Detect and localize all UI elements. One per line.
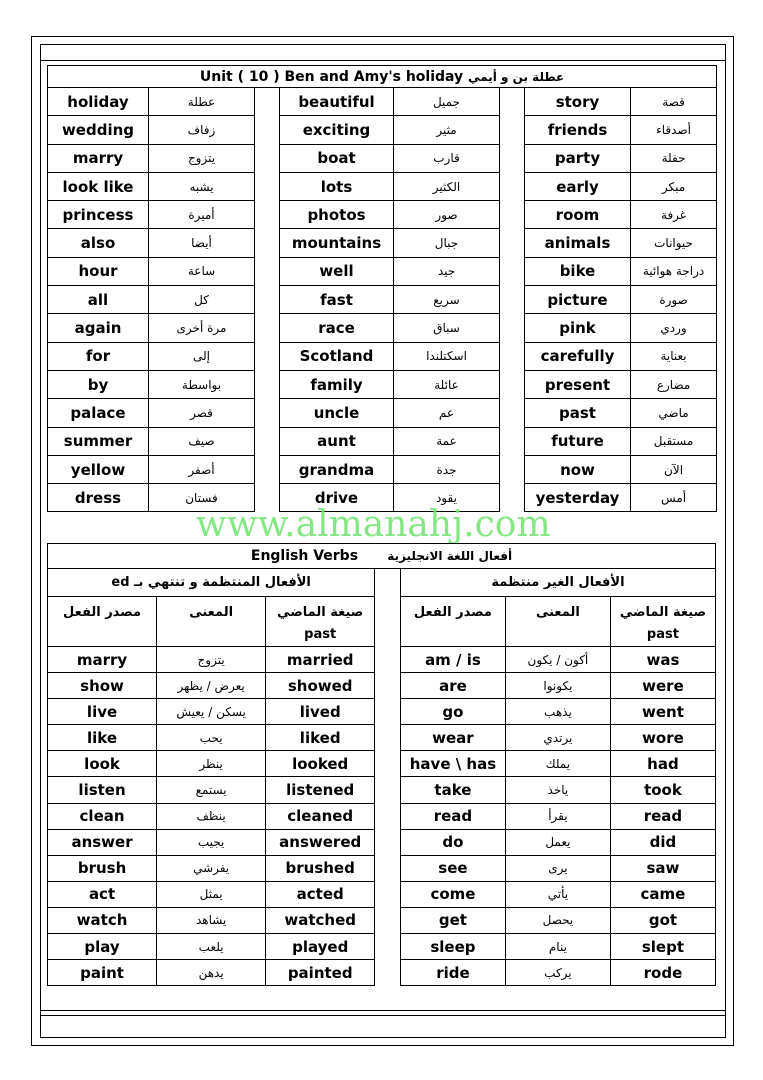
vocab-row — [48, 370, 717, 398]
vocab-word-en: fast — [280, 286, 394, 314]
regular-verb-past: liked — [266, 725, 375, 751]
vocab-word-en: story — [525, 88, 631, 116]
verbs-title — [48, 544, 716, 569]
irregular-verb-past: took — [610, 777, 715, 803]
vocab-word-en: look like — [48, 172, 149, 200]
header-meaning: المعنى — [157, 597, 266, 647]
vocab-word-en: hour — [48, 257, 149, 285]
vocab-row — [48, 229, 717, 257]
vocab-row — [48, 172, 717, 200]
vocab-word-en: palace — [48, 399, 149, 427]
vocab-word-en: again — [48, 314, 149, 342]
regular-verb-base: live — [48, 699, 157, 725]
vocab-word-ar: وردي — [631, 314, 717, 342]
vocab-word-ar: فستان — [149, 484, 255, 512]
regular-verb-meaning: يعرض / يظهر — [157, 673, 266, 699]
vocab-word-ar: حفلة — [631, 144, 717, 172]
irregular-verb-past: was — [610, 647, 715, 673]
verb-row — [48, 673, 716, 699]
vocab-word-ar: سباق — [394, 314, 500, 342]
regular-verb-meaning: يفرشي — [157, 855, 266, 881]
vocab-word-ar: مثير — [394, 116, 500, 144]
regular-verb-meaning: يستمع — [157, 777, 266, 803]
regular-verb-meaning: يتزوج — [157, 647, 266, 673]
vocab-word-en: aunt — [280, 427, 394, 455]
irregular-verb-meaning: يحصل — [505, 907, 610, 933]
regular-verb-meaning: ينظف — [157, 803, 266, 829]
vocab-word-en: animals — [525, 229, 631, 257]
irregular-verb-past: rode — [610, 960, 715, 986]
vocab-word-en: holiday — [48, 88, 149, 116]
vocabulary-table — [47, 65, 717, 512]
vocab-word-en: drive — [280, 484, 394, 512]
bottom-rule-1 — [40, 1010, 726, 1011]
vocab-word-ar: مضارع — [631, 370, 717, 398]
vocab-word-ar: قصر — [149, 399, 255, 427]
vocab-word-ar: اسكتلندا — [394, 342, 500, 370]
regular-verb-meaning: يمثل — [157, 881, 266, 907]
vocab-word-ar: مستقبل — [631, 427, 717, 455]
vocab-word-ar: جيد — [394, 257, 500, 285]
vocab-word-ar: يتزوج — [149, 144, 255, 172]
verb-row — [48, 725, 716, 751]
regular-verb-base: marry — [48, 647, 157, 673]
vocab-word-ar: أصفر — [149, 455, 255, 483]
vocab-word-ar: مرة أخرى — [149, 314, 255, 342]
irregular-verb-base: see — [400, 855, 505, 881]
vocab-word-en: past — [525, 399, 631, 427]
irregular-verb-meaning: يذهب — [505, 699, 610, 725]
vocab-word-ar: عم — [394, 399, 500, 427]
regular-verb-base: answer — [48, 829, 157, 855]
irregular-verb-meaning: ينام — [505, 934, 610, 960]
irregular-verb-past: went — [610, 699, 715, 725]
irregular-verb-meaning: يرتدي — [505, 725, 610, 751]
vocab-word-en: wedding — [48, 116, 149, 144]
vocab-word-en: grandma — [280, 455, 394, 483]
vocab-word-en: by — [48, 370, 149, 398]
irregular-verb-base: come — [400, 881, 505, 907]
vocab-word-ar: صور — [394, 201, 500, 229]
vocab-word-ar: قارب — [394, 144, 500, 172]
regular-verb-base: clean — [48, 803, 157, 829]
irregular-verb-meaning: يكونوا — [505, 673, 610, 699]
irregular-verb-meaning: يملك — [505, 751, 610, 777]
vocab-word-en: beautiful — [280, 88, 394, 116]
header-infinitive: مصدر الفعل — [48, 597, 157, 647]
verb-row — [48, 777, 716, 803]
vocab-word-ar: جدة — [394, 455, 500, 483]
vocab-word-en: also — [48, 229, 149, 257]
irregular-verb-base: sleep — [400, 934, 505, 960]
header-past: صيغة الماضي past — [266, 597, 375, 647]
irregular-verb-meaning: أكون / يكون — [505, 647, 610, 673]
regular-verb-meaning: يحب — [157, 725, 266, 751]
vocab-word-ar: أصدقاء — [631, 116, 717, 144]
vocab-word-en: early — [525, 172, 631, 200]
vocab-word-ar: الآن — [631, 455, 717, 483]
irregular-verb-past: were — [610, 673, 715, 699]
vocab-word-ar: بعناية — [631, 342, 717, 370]
vocab-word-en: picture — [525, 286, 631, 314]
vocab-row — [48, 116, 717, 144]
regular-verb-base: brush — [48, 855, 157, 881]
watermark: www.almanahj.com — [196, 504, 551, 545]
vocab-word-ar: دراجة هوائية — [631, 257, 717, 285]
bottom-rule-2 — [40, 1015, 726, 1016]
vocab-word-en: exciting — [280, 116, 394, 144]
vocab-word-ar: مبكر — [631, 172, 717, 200]
verbs-title-ar: أفعال اللغة الانجليزية — [387, 549, 513, 563]
regular-verb-base: like — [48, 725, 157, 751]
vocab-row — [48, 286, 717, 314]
vocab-word-en: photos — [280, 201, 394, 229]
irregular-verb-base: do — [400, 829, 505, 855]
regular-verb-past: acted — [266, 881, 375, 907]
vocab-word-en: party — [525, 144, 631, 172]
irregular-verb-base: am / is — [400, 647, 505, 673]
regular-verb-past: painted — [266, 960, 375, 986]
irregular-verb-base: go — [400, 699, 505, 725]
vocab-word-ar: صيف — [149, 427, 255, 455]
irregular-verb-past: slept — [610, 934, 715, 960]
irregular-verb-past: got — [610, 907, 715, 933]
vocab-word-en: dress — [48, 484, 149, 512]
vocab-word-en: uncle — [280, 399, 394, 427]
vocab-row — [48, 427, 717, 455]
vocab-word-ar: جبال — [394, 229, 500, 257]
irregular-verb-past: saw — [610, 855, 715, 881]
vocab-word-ar: زفاف — [149, 116, 255, 144]
vocab-row — [48, 342, 717, 370]
regular-verb-meaning: يجيب — [157, 829, 266, 855]
regular-verb-meaning: يشاهد — [157, 907, 266, 933]
regular-verb-past: listened — [266, 777, 375, 803]
vocab-word-en: Scotland — [280, 342, 394, 370]
vocab-word-ar: ساعة — [149, 257, 255, 285]
vocab-word-ar: كل — [149, 286, 255, 314]
vocab-word-en: race — [280, 314, 394, 342]
vocab-word-en: mountains — [280, 229, 394, 257]
irregular-verb-base: take — [400, 777, 505, 803]
vocab-word-ar: قصة — [631, 88, 717, 116]
vocab-word-en: princess — [48, 201, 149, 229]
vocab-word-ar: أمس — [631, 484, 717, 512]
verb-row — [48, 647, 716, 673]
verb-row — [48, 699, 716, 725]
regular-verb-past: looked — [266, 751, 375, 777]
vocab-row — [48, 88, 717, 116]
vocab-word-en: family — [280, 370, 394, 398]
vocab-word-ar: يشبه — [149, 172, 255, 200]
vocab-word-ar: غرفة — [631, 201, 717, 229]
verb-row — [48, 907, 716, 933]
top-rule — [40, 60, 726, 61]
vocab-word-ar: صورة — [631, 286, 717, 314]
vocab-row — [48, 455, 717, 483]
verbs-table — [47, 543, 716, 986]
regular-verb-past: lived — [266, 699, 375, 725]
vocab-word-ar: حيوانات — [631, 229, 717, 257]
verb-row — [48, 881, 716, 907]
vocab-row — [48, 314, 717, 342]
vocab-word-en: carefully — [525, 342, 631, 370]
irregular-verb-past: read — [610, 803, 715, 829]
regular-verb-past: showed — [266, 673, 375, 699]
irregular-verb-past: had — [610, 751, 715, 777]
irregular-verb-base: wear — [400, 725, 505, 751]
regular-verb-base: play — [48, 934, 157, 960]
vocab-word-en: lots — [280, 172, 394, 200]
irregular-verb-base: are — [400, 673, 505, 699]
regular-verb-past: played — [266, 934, 375, 960]
regular-verb-base: paint — [48, 960, 157, 986]
vocab-word-ar: ماضي — [631, 399, 717, 427]
verb-row — [48, 934, 716, 960]
regular-verb-meaning: يلعب — [157, 934, 266, 960]
irregular-verb-base: have \ has — [400, 751, 505, 777]
vocab-row — [48, 399, 717, 427]
regular-verb-base: watch — [48, 907, 157, 933]
irregular-verb-meaning: يأتي — [505, 881, 610, 907]
regular-verb-meaning: يسكن / يعيش — [157, 699, 266, 725]
vocab-word-ar: عمة — [394, 427, 500, 455]
verb-row — [48, 829, 716, 855]
vocab-word-ar: سريع — [394, 286, 500, 314]
regular-verbs-title: الأفعال المنتظمة و تنتهي بـ ed — [48, 569, 375, 597]
irregular-verb-meaning: يقرأ — [505, 803, 610, 829]
verb-row — [48, 751, 716, 777]
irregular-verb-meaning: يعمل — [505, 829, 610, 855]
vocab-word-ar: جميل — [394, 88, 500, 116]
regular-verb-base: show — [48, 673, 157, 699]
vocab-word-ar: أميرة — [149, 201, 255, 229]
vocab-row — [48, 257, 717, 285]
irregular-verb-base: get — [400, 907, 505, 933]
vocab-word-en: friends — [525, 116, 631, 144]
regular-verb-base: act — [48, 881, 157, 907]
vocab-word-en: room — [525, 201, 631, 229]
vocab-word-ar: بواسطة — [149, 370, 255, 398]
regular-verb-past: watched — [266, 907, 375, 933]
regular-verb-base: listen — [48, 777, 157, 803]
irregular-verb-past: wore — [610, 725, 715, 751]
vocab-word-en: now — [525, 455, 631, 483]
vocab-word-ar: عائلة — [394, 370, 500, 398]
vocab-word-en: bike — [525, 257, 631, 285]
regular-verb-past: cleaned — [266, 803, 375, 829]
vocab-word-en: all — [48, 286, 149, 314]
verbs-title-en: English Verbs — [250, 548, 359, 564]
vocab-word-ar: إلى — [149, 342, 255, 370]
vocab-word-en: yesterday — [525, 484, 631, 512]
vocab-row — [48, 144, 717, 172]
header-past: صيغة الماضي past — [610, 597, 715, 647]
verb-row — [48, 960, 716, 986]
vocab-word-en: yellow — [48, 455, 149, 483]
header-infinitive: مصدر الفعل — [400, 597, 505, 647]
verb-row — [48, 803, 716, 829]
regular-verb-past: answered — [266, 829, 375, 855]
vocabulary-title-ar: عطلة بن و أيمي — [468, 69, 565, 84]
irregular-verb-base: ride — [400, 960, 505, 986]
vocab-word-ar: عطلة — [149, 88, 255, 116]
vocab-row — [48, 201, 717, 229]
regular-verb-meaning: يدهن — [157, 960, 266, 986]
regular-verb-meaning: ينظر — [157, 751, 266, 777]
verb-row — [48, 855, 716, 881]
regular-verb-past: married — [266, 647, 375, 673]
irregular-verb-past: did — [610, 829, 715, 855]
irregular-verbs-title: الأفعال الغير منتظمة — [400, 569, 715, 597]
vocabulary-title — [48, 66, 717, 88]
vocab-word-ar: الكثير — [394, 172, 500, 200]
irregular-verb-meaning: يرى — [505, 855, 610, 881]
vocab-word-en: marry — [48, 144, 149, 172]
irregular-verb-past: came — [610, 881, 715, 907]
vocab-word-en: present — [525, 370, 631, 398]
regular-verb-base: look — [48, 751, 157, 777]
vocab-word-en: summer — [48, 427, 149, 455]
header-meaning: المعنى — [505, 597, 610, 647]
vocab-word-en: boat — [280, 144, 394, 172]
vocab-word-ar: يقود — [394, 484, 500, 512]
vocab-word-en: well — [280, 257, 394, 285]
regular-verb-past: brushed — [266, 855, 375, 881]
irregular-verb-base: read — [400, 803, 505, 829]
vocab-word-en: pink — [525, 314, 631, 342]
vocabulary-title-en: Unit ( 10 ) Ben and Amy's holiday — [199, 68, 464, 85]
vocab-word-en: for — [48, 342, 149, 370]
irregular-verb-meaning: ياخذ — [505, 777, 610, 803]
vocab-word-ar: أيضا — [149, 229, 255, 257]
irregular-verb-meaning: يركب — [505, 960, 610, 986]
vocab-word-en: future — [525, 427, 631, 455]
